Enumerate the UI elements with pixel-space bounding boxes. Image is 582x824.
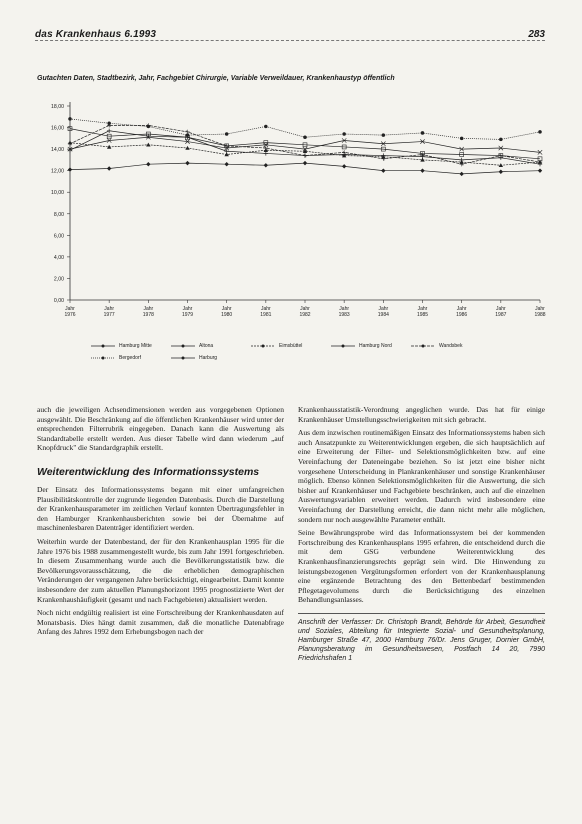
x-tick-label: Jahr (65, 306, 75, 312)
paragraph: Weiterhin wurde der Datenbestand, der für den Krankenhausplan 1995 für die Jahre 1976 bis 1988 zusammengestellt wurde, bis zum Jahr 1991 fortgeschrieben. In diesem Zusammenhang wurde auch die Bevölkerungsstatistik bzw. die Bevölkerungsvorausschätzung, die die erheblichen demographischen Veränderungen der vergangenen Jahre berücksichtigt, eingearbeitet. Damit konnte insbesondere der zum aktuellen Planungshorizont 1995 prognostizierte Wert der Krankenhaushäufigkeit (gesamt und nach Fachgebieten) aktualisiert werden. (37, 536, 284, 604)
legend-entry (170, 343, 240, 349)
x-tick-label: 1983 (338, 312, 350, 318)
legend-row (90, 352, 520, 364)
data-point (224, 144, 228, 148)
x-tick-label: Jahr (143, 306, 154, 312)
author-address: Anschrift der Verfasser: Dr. Christoph Brandt, Behörde für Arbeit, Gesundheit und Soziales, Abteilung für Integrierte Sozial- und Gesundheitsplanung, Hamburger Straße 47, 2000 Hamburg 76/Dr. Jens Gruger, Dornier GmbH, Planungsberatung im Gesundheitswesen, Postfach 14 20, 7990 Friedrichshafen 1 (298, 613, 545, 663)
x-tick-label: 1986 (456, 312, 468, 318)
x-tick-label: Jahr (417, 306, 428, 312)
data-point (499, 138, 503, 142)
y-tick-label: 12,00 (51, 168, 64, 175)
y-tick-label: 0,00 (53, 298, 64, 304)
paragraph: Seine Bewährungsprobe wird das Informationssystem bei der kommenden Fortschreibung des Krankenhausplans 1995 erfahren, die entscheidend durch die mit dem GSG verbundene Weiterentwicklung des Krankenhausfinanzierungsrechts geprägt sein wird. Die Hinwendung zu leistungsbezogenen Vergütungsformen erfordert von der Krankenhausplanung eine ergänzende Betrachtung des den Bettenbedarf bestimmenden Pflegetagevolumens durch die Berücksichtigung des einzelnen Behandlungsanlasses. (298, 528, 545, 605)
x-tick-label: Jahr (104, 306, 115, 312)
data-point (107, 166, 111, 170)
x-tick-label: Jahr (378, 306, 389, 312)
legend-swatch (410, 343, 436, 349)
x-tick-label: Jahr (456, 306, 467, 312)
legend-label: Wandsbek (439, 343, 463, 349)
y-tick-label: 18,00 (51, 104, 64, 110)
data-point (185, 161, 189, 165)
legend-marker (422, 345, 425, 348)
x-tick-label: Jahr (535, 306, 545, 312)
data-point (147, 125, 151, 129)
x-tick-label: 1982 (299, 312, 311, 318)
legend-marker (342, 345, 345, 348)
legend-entry (90, 343, 160, 349)
legend-label: Bergedorf (119, 355, 141, 361)
data-point (264, 125, 268, 129)
data-point (303, 135, 307, 139)
y-tick-label: 2,00 (53, 276, 64, 283)
data-point (185, 146, 189, 150)
y-tick-label: 6,00 (53, 233, 64, 240)
length-of-stay-chart (30, 92, 550, 364)
legend-label: Eimsbüttel (279, 343, 303, 349)
data-point (146, 162, 150, 166)
paragraph: Noch nicht endgültig realisiert ist eine Fortschreibung der Krankenhausdaten auf Monatsbasis. Dies hängt damit zusammen, daß die monatliche Datenabfrage Anfang des Jahres 1992 dem Erhebungsbogen nach der (37, 608, 284, 637)
data-point (342, 132, 346, 136)
y-tick-label: 16,00 (51, 125, 64, 132)
legend-marker (102, 357, 105, 360)
data-point (538, 168, 542, 172)
x-tick-label: Jahr (339, 306, 350, 312)
data-point (538, 130, 542, 134)
x-tick-label: 1985 (416, 312, 429, 318)
x-tick-label: Jahr (260, 306, 271, 312)
page-number: 283 (528, 28, 545, 40)
publication-name: das Krankenhaus 6.1993 (35, 28, 157, 40)
x-tick-label: Jahr (495, 306, 506, 312)
legend-entry (250, 343, 320, 349)
legend-entry (330, 343, 400, 349)
legend-label: Harburg (199, 355, 218, 361)
paragraph: auch die jeweiligen Achsendimensionen werden aus vorgegebenen Optionen ausgewählt. Die Beschränkung auf die öffentlichen Krankenhäuser wird unter der entsprechenden Filterrubrik eingegeben. Danach kann die Auswertung als Standardtabelle erstellt werden. Aus dieser Tabelle wird dann wiederum „auf Knopfdruck" die Standardgraphik erstellt. (37, 405, 284, 453)
data-point (421, 131, 425, 135)
x-tick-label: Jahr (182, 306, 193, 312)
running-header (35, 27, 545, 41)
legend-marker (262, 345, 265, 348)
data-point (342, 152, 346, 156)
data-point (342, 164, 346, 168)
section-heading: Weiterentwicklung des Informationssystems (37, 465, 260, 478)
legend-label: Hamburg Mitte (119, 343, 152, 349)
y-tick-label: 8,00 (53, 211, 64, 218)
data-point (303, 161, 307, 165)
legend-swatch (90, 355, 116, 361)
data-point (68, 167, 72, 171)
legend-marker (182, 345, 185, 348)
x-tick-label: 1977 (103, 312, 115, 318)
paragraph: Krankenhausstatistik-Verordnung angeglichen wurde. Das hat für einige Krankenhäuser Umstellungsschwierigkeiten mit sich gebracht. (298, 405, 545, 424)
x-tick-label: 1987 (495, 312, 507, 318)
x-tick-label: 1976 (64, 312, 76, 318)
y-tick-label: 14,00 (51, 147, 64, 154)
left-column (37, 405, 284, 805)
chart-legend (90, 340, 520, 364)
legend-swatch (90, 343, 116, 349)
data-point (107, 121, 111, 125)
paragraph: Aus dem inzwischen routinemäßigen Einsatz des Informationssystems haben sich auch Ansatzpunkte zu Weiterentwicklungen ergeben, die sich hauptsächlich auf eine Erweiterung der Filter- und Selektionsmöglichkeiten bzw. auf eine Vereinfachung der Dateneingabe beziehen. So ist jetzt eine bisher nicht vorgesehene Unterscheidung in Plankrankenhäuser und sonstige Krankenhäuser möglich. Ebenso können Selektionsmöglichkeiten für die Auswertung, die sich bisher auf Krankenhäuser und Fachgebiete beschränken, auch auf die einzelnen Auswertungsvariablen erweitert werden. Dadurch wird insbesondere eine Vereinfachung der Darstellung erreicht, die dann nicht mehr alle möglichen, sondern nur noch ausgewählte Parameter enthält. (298, 428, 545, 524)
data-point (459, 158, 463, 162)
data-point (382, 133, 386, 137)
data-point (146, 143, 150, 147)
right-column (298, 405, 545, 805)
legend-label: Altona (199, 343, 214, 349)
x-tick-label: Jahr (221, 306, 232, 312)
data-point (68, 117, 72, 121)
x-tick-label: 1988 (534, 312, 546, 318)
x-tick-label: 1978 (142, 312, 154, 318)
data-point (381, 168, 385, 172)
x-tick-label: Jahr (300, 306, 310, 312)
data-point (264, 163, 268, 167)
data-point (420, 168, 424, 172)
y-tick-label: 10,00 (51, 190, 64, 197)
x-tick-label: 1984 (377, 312, 389, 318)
data-point (459, 172, 463, 176)
legend-entry (90, 355, 160, 361)
legend-swatch (330, 343, 356, 349)
data-point (460, 137, 464, 141)
legend-swatch (170, 355, 196, 361)
chart-svg (30, 92, 550, 364)
legend-swatch (250, 343, 276, 349)
y-tick-label: 4,00 (53, 254, 64, 261)
legend-label: Hamburg Nord (359, 343, 392, 349)
header-rule (35, 40, 545, 41)
legend-entry (410, 343, 480, 349)
data-point (225, 132, 229, 136)
legend-entry (170, 355, 240, 361)
paragraph: Der Einsatz des Informationssystems begann mit einer umfangreichen Plausibilitätskontrolle der zugrunde liegenden Datenbasis. Durch die Darstellung der Krankenhausparameter im zeitlichen Verlauf konnten Übertragungsfehler in den Hamburger Krankenhausberichten sowie bei der Übernahme auf maschinenlesbaren Datenträger identifiziert werden. (37, 484, 284, 533)
data-point (107, 129, 111, 133)
figure-caption: Gutachten Daten, Stadtbezirk, Jahr, Fachgebiet Chirurgie, Variable Verweildauer, Krankenhaustyp öffentlich (37, 75, 395, 82)
legend-row (90, 340, 520, 352)
legend-swatch (170, 343, 196, 349)
data-point (224, 162, 228, 166)
data-point (68, 142, 72, 146)
legend-marker (182, 357, 185, 360)
x-tick-label: 1980 (221, 312, 233, 318)
data-point (499, 163, 503, 167)
x-tick-label: 1981 (260, 312, 272, 318)
legend-marker (102, 345, 105, 348)
data-point (499, 170, 503, 174)
x-tick-label: 1979 (181, 312, 194, 318)
